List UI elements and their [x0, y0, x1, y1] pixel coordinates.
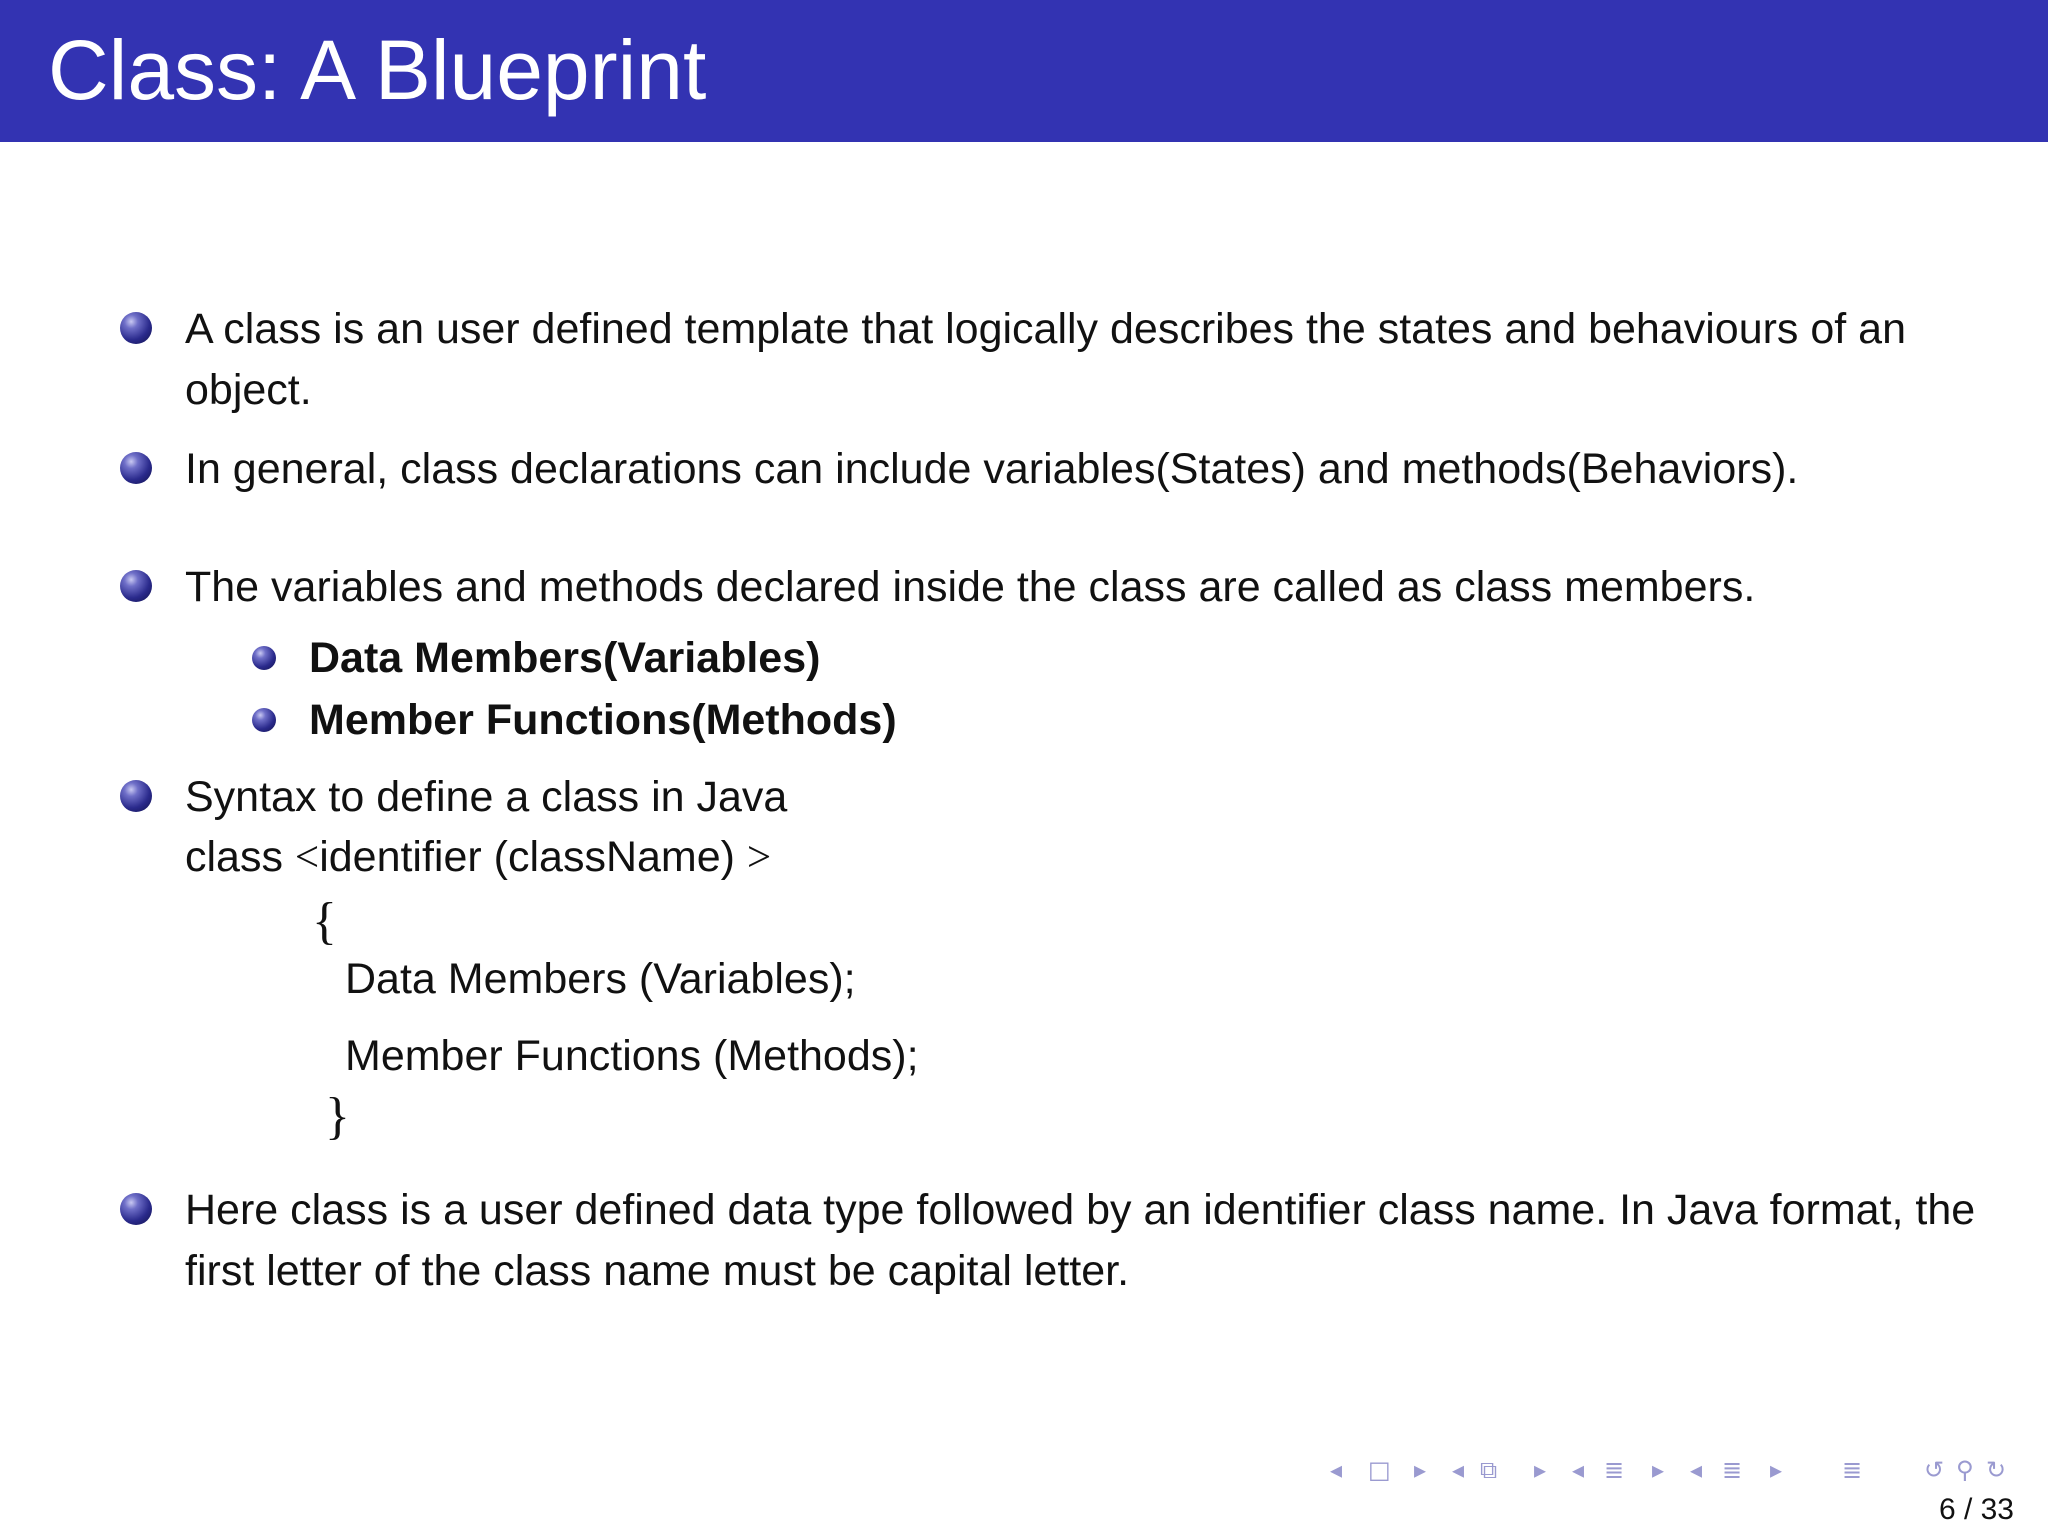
arrow-right-icon[interactable]: ▸: [1770, 1456, 1783, 1484]
arrow-right-icon[interactable]: ▸: [1534, 1456, 1547, 1484]
sub-bullet-icon: [252, 646, 276, 670]
page-number: 6 / 33: [1938, 1493, 2014, 1526]
bullet-icon: [120, 1193, 152, 1225]
arrow-left-icon[interactable]: ◂: [1572, 1456, 1585, 1484]
bullet-text: A class is an user defined template that logically describes the states and behaviours of an object.: [185, 305, 1907, 414]
syntax-header: [185, 827, 771, 888]
arrow-left-icon[interactable]: ◂: [1690, 1456, 1703, 1484]
syntax-class-keyword: class: [185, 833, 295, 881]
appendix-icon[interactable]: ≣: [1842, 1456, 1863, 1484]
arrow-left-icon[interactable]: ◂: [1330, 1456, 1343, 1484]
arrow-right-icon[interactable]: ▸: [1652, 1456, 1665, 1484]
bullet-icon: [120, 312, 152, 344]
bullet-icon: [120, 780, 152, 812]
sub-bullet-text: Data Members(Variables): [309, 634, 821, 682]
navigation-bar: [1330, 1450, 2020, 1490]
syntax-identifier: identifier (className): [319, 833, 747, 881]
frame-icon[interactable]: □: [1368, 1456, 1391, 1484]
slide-title: Class: A Blueprint: [48, 23, 707, 117]
search-icon[interactable]: ⚲: [1956, 1456, 1974, 1484]
syntax-lt: <: [294, 834, 320, 881]
bullet-icon: [120, 452, 152, 484]
sub-bullet-icon: [252, 708, 276, 732]
syntax-gt: >: [746, 834, 772, 881]
close-brace: }: [325, 1088, 350, 1145]
undo-icon[interactable]: ↺: [1924, 1456, 1945, 1484]
syntax-line-data-members: Data Members (Variables);: [345, 955, 856, 1003]
bullet-text: Syntax to define a class in Java: [185, 773, 788, 821]
redo-icon[interactable]: ↻: [1986, 1456, 2007, 1484]
subsection-icon[interactable]: ≣: [1722, 1456, 1743, 1484]
syntax-line-member-functions: Member Functions (Methods);: [345, 1032, 919, 1080]
sub-bullet-text: Member Functions(Methods): [309, 696, 897, 744]
arrow-left-icon[interactable]: ◂: [1452, 1456, 1465, 1484]
bullet-text: In general, class declarations can include variables(States) and methods(Behaviors).: [185, 445, 1799, 493]
bullet-text: Here class is a user defined data type followed by an identifier class name. In Java format, the first letter of the class name must be capital letter.: [185, 1186, 1976, 1295]
open-brace: {: [312, 893, 337, 950]
bullet-icon: [120, 570, 152, 602]
arrow-right-icon[interactable]: ▸: [1414, 1456, 1427, 1484]
section-icon[interactable]: ≣: [1604, 1456, 1625, 1484]
frames-icon[interactable]: ⧉: [1480, 1456, 1498, 1484]
title-bar: [0, 0, 2048, 142]
bullet-text: The variables and methods declared inside the class are called as class members.: [185, 563, 1756, 611]
